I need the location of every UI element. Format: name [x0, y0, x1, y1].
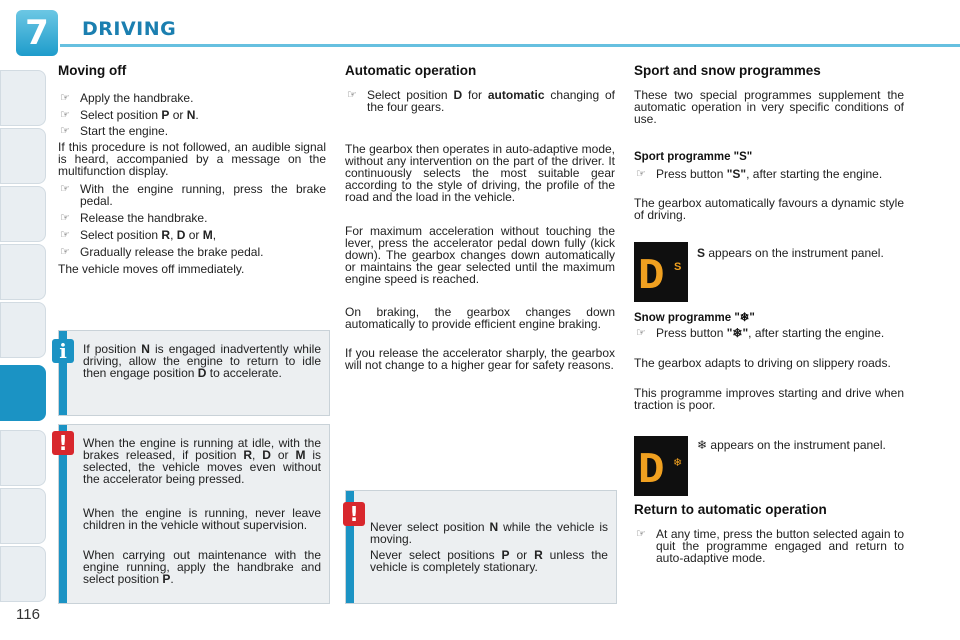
chapter-tab-10[interactable] — [0, 546, 46, 602]
chapter-tab-3[interactable] — [0, 186, 46, 242]
info-box-neutral — [58, 330, 330, 416]
paragraph-engine-braking: On braking, the gearbox changes down automatically to provide efficient engine braking. — [345, 305, 615, 331]
warning-text-never-neutral: Never select position N while the vehicle is moving. — [370, 520, 608, 546]
warning-text-never-p-r: Never select positions P or R unless the vehicle is completely stationary. — [370, 548, 608, 574]
warning-icon: ! — [343, 502, 365, 526]
chapter-number-badge: 7 — [16, 10, 58, 56]
warning-box-select-position — [345, 490, 617, 604]
paragraph-sport-dynamic: The gearbox automatically favours a dynamic style of driving. — [634, 196, 904, 222]
bullet-select-r-d-m: ☞ Select position R, D or M, — [58, 229, 348, 241]
chapter-tab-9[interactable] — [0, 488, 46, 544]
chapter-tab-8[interactable] — [0, 430, 46, 486]
warning-text-idle-creep: When the engine is running at idle, with the brakes released, if position R, D or M is selected, the vehicle moves even without the accelerator being pressed. — [83, 436, 322, 486]
subheading-snow-programme: Snow programme "❄" — [634, 312, 755, 324]
bullet-press-brake: ☞ With the engine running, press the brake pedal. — [58, 183, 326, 207]
display-snow-svg — [634, 436, 688, 496]
chapter-title: DRIVING — [82, 18, 177, 40]
warning-box-idle — [58, 424, 330, 604]
text-snow-appears: ❄ appears on the instrument panel. — [697, 438, 886, 452]
section-title-moving-off: Moving off — [58, 63, 127, 78]
chapter-tab-2[interactable] — [0, 128, 46, 184]
text-s-appears: S appears on the instrument panel. — [697, 246, 884, 260]
bullet-select-d-automatic: ☞ Select position D for automatic changing of the four gears. — [345, 89, 615, 113]
display-gear-letter: D — [638, 446, 665, 496]
paragraph-auto-adaptive: The gearbox then operates in auto-adaptive mode, without any intervention on the part of the driver. It continuously selects the most suitable gear according to the style of driving, the profile of the road and the load in the vehicle. — [345, 142, 615, 204]
paragraph-slippery-roads: The gearbox adapts to driving on slippery roads. — [634, 356, 891, 370]
section-title-sport-snow: Sport and snow programmes — [634, 63, 821, 78]
display-snow-mark: ❄ — [673, 456, 683, 469]
section-title-automatic-operation: Automatic operation — [345, 63, 477, 78]
bullet-quit-programme: ☞ At any time, press the button selected again to quit the programme engaged and return to auto-adaptive mode. — [634, 528, 904, 564]
chapter-tab-1[interactable] — [0, 70, 46, 126]
chapter-tab-4[interactable] — [0, 244, 46, 300]
info-box-text: If position N is engaged inadvertently while driving, allow the engine to return to idle then engage position D to accelerate. — [83, 342, 321, 380]
bullet-select-p-or-n: ☞ Select position P or N. — [58, 109, 348, 121]
display-sport-svg — [634, 242, 688, 302]
paragraph-moves-off: The vehicle moves off immediately. — [58, 262, 245, 276]
paragraph-traction: This programme improves starting and drive when traction is poor. — [634, 386, 904, 412]
info-icon: i — [52, 339, 74, 363]
bullet-press-snow: ☞ Press button "❄", after starting the engine. — [634, 327, 904, 339]
bullet-release-handbrake: ☞ Release the handbrake. — [58, 212, 348, 224]
snowflake-icon: ❄ — [697, 438, 708, 452]
paragraph-programmes-intro: These two special programmes supplement the automatic operation in very specific conditions of use. — [634, 88, 904, 126]
chapter-tab-5[interactable] — [0, 302, 46, 358]
chapter-tab-7-active[interactable] — [0, 365, 46, 421]
bullet-apply-handbrake: ☞ Apply the handbrake. — [58, 92, 348, 104]
bullet-start-engine: ☞ Start the engine. — [58, 125, 348, 137]
page-number: 116 — [16, 606, 40, 623]
title-underline — [60, 44, 960, 47]
warning-icon: ! — [52, 431, 74, 455]
instrument-display-snow — [634, 436, 688, 496]
warning-text-maintenance: When carrying out maintenance with the engine running, apply the handbrake and select position P. — [83, 548, 321, 586]
display-gear-letter: D — [638, 252, 665, 302]
section-title-return-automatic: Return to automatic operation — [634, 502, 827, 517]
paragraph-kick-down: For maximum acceleration without touching the lever, press the accelerator pedal down fully (kick down). The gearbox changes down automatically or maintains the gear selected until the maximum engine speed is reached. — [345, 224, 615, 286]
paragraph-audible-signal: If this procedure is not followed, an audible signal is heard, accompanied by a message on the multifunction display. — [58, 140, 326, 178]
bullet-press-s: ☞ Press button "S", after starting the engine. — [634, 168, 904, 180]
warning-text-children: When the engine is running, never leave children in the vehicle without supervision. — [83, 506, 321, 532]
subheading-sport-programme: Sport programme "S" — [634, 151, 753, 163]
bullet-release-brake-pedal: ☞ Gradually release the brake pedal. — [58, 246, 348, 258]
paragraph-release-accelerator: If you release the accelerator sharply, the gearbox will not change to a higher gear for safety reasons. — [345, 346, 615, 372]
display-sport-mark: S — [674, 261, 682, 273]
instrument-display-sport — [634, 242, 688, 302]
